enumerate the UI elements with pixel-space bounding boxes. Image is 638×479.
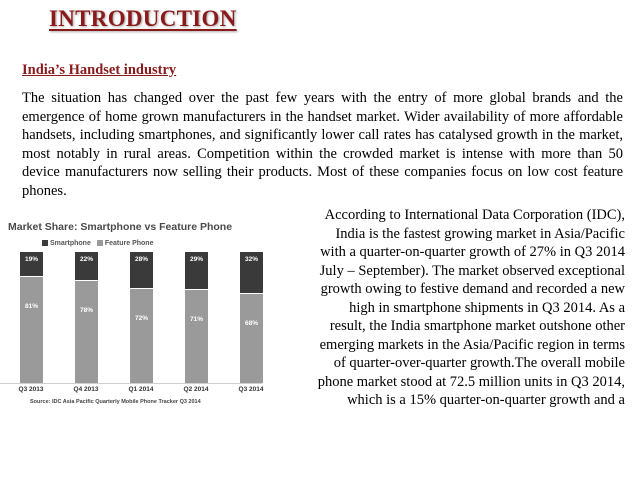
slide-subtitle: India’s Handset industry bbox=[22, 62, 177, 78]
feature-phone-segment bbox=[20, 277, 43, 383]
data-label: 19% bbox=[24, 256, 38, 263]
chart-baseline bbox=[0, 383, 262, 384]
legend-swatch-smartphone bbox=[42, 240, 48, 246]
data-label: 68% bbox=[244, 319, 258, 327]
x-tick-label: Q2 2014 bbox=[183, 386, 209, 393]
data-label: 32% bbox=[244, 256, 258, 263]
x-tick-label: Q4 2013 bbox=[73, 386, 99, 393]
smartphone-segment bbox=[130, 252, 153, 288]
summary-line: phone market stood at 72.5 million units in Q3 2014, bbox=[317, 373, 625, 390]
data-label: 71% bbox=[189, 315, 203, 323]
summary-line: which is a 15% quarter-on-quarter growth and a bbox=[347, 392, 625, 408]
summary-line: According to International Data Corporation (IDC), bbox=[324, 207, 625, 223]
feature-phone-segment bbox=[75, 281, 98, 383]
bar-q1-2014 bbox=[130, 252, 153, 383]
slide-title: INTRODUCTION bbox=[49, 6, 237, 31]
legend-swatch-feature-phone bbox=[97, 240, 103, 246]
smartphone-segment bbox=[185, 252, 208, 289]
market-share-chart bbox=[0, 210, 262, 410]
chart-legend bbox=[42, 240, 153, 247]
intro-paragraph: The situation has changed over the past few years with the entry of more global brands and the emergence of home grown manufacturers in the handset market. Wider availability of more affordable handsets, including smartphones, and significantly lower call rates has catalysed growth in the market, most notably in rural areas. Competition within the crowded market is intense with more than 50 device manufacturers now selling their products. Most of these companies focus on low cost feature phones. bbox=[22, 90, 623, 199]
summary-line: growth owing to festive demand and recorded a new bbox=[320, 281, 625, 297]
data-label: 78% bbox=[79, 306, 93, 314]
legend-label-smartphone: Smartphone bbox=[50, 240, 91, 247]
smartphone-segment bbox=[75, 252, 98, 280]
x-tick-label: Q3 2013 bbox=[18, 386, 44, 393]
data-label: 29% bbox=[189, 256, 203, 263]
feature-phone-segment bbox=[130, 289, 153, 383]
chart-title: Market Share: Smartphone vs Feature Phone bbox=[8, 221, 233, 233]
chart-source: Source: IDC Asia Pacific Quarterly Mobile Phone Tracker Q3 2014 bbox=[30, 399, 201, 405]
summary-line: emerging markets in the Asia/Pacific region in terms bbox=[319, 336, 625, 353]
data-label: 28% bbox=[134, 256, 148, 263]
summary-line: of quarter-over-quarter growth.The overall mobile bbox=[333, 355, 625, 371]
summary-line: result, the India smartphone market outshone other bbox=[329, 318, 625, 334]
bar-q4-2013 bbox=[75, 252, 98, 383]
x-tick-label: Q1 2014 bbox=[128, 386, 154, 393]
bar-q3-2013 bbox=[20, 252, 43, 383]
summary-line: India is the fastest growing market in Asia/Pacific bbox=[335, 225, 625, 242]
bar-q2-2014 bbox=[185, 252, 208, 383]
data-label: 72% bbox=[134, 314, 148, 322]
smartphone-segment bbox=[20, 252, 43, 276]
data-label: 81% bbox=[24, 302, 38, 310]
summary-line: high in smartphone shipments in Q3 2014. As a bbox=[349, 299, 625, 316]
legend-item-feature-phone bbox=[97, 240, 154, 247]
x-tick-label: Q3 2014 bbox=[238, 386, 264, 393]
data-label: 22% bbox=[79, 256, 93, 263]
legend-item-smartphone bbox=[42, 240, 91, 247]
summary-line: July – September). The market observed exceptional bbox=[319, 262, 625, 279]
legend-label-feature-phone: Feature Phone bbox=[104, 240, 154, 247]
feature-phone-segment bbox=[185, 290, 208, 383]
idc-summary-text bbox=[258, 206, 625, 410]
summary-line: with a quarter-on-quarter growth of 27% in Q3 2014 bbox=[320, 244, 625, 260]
